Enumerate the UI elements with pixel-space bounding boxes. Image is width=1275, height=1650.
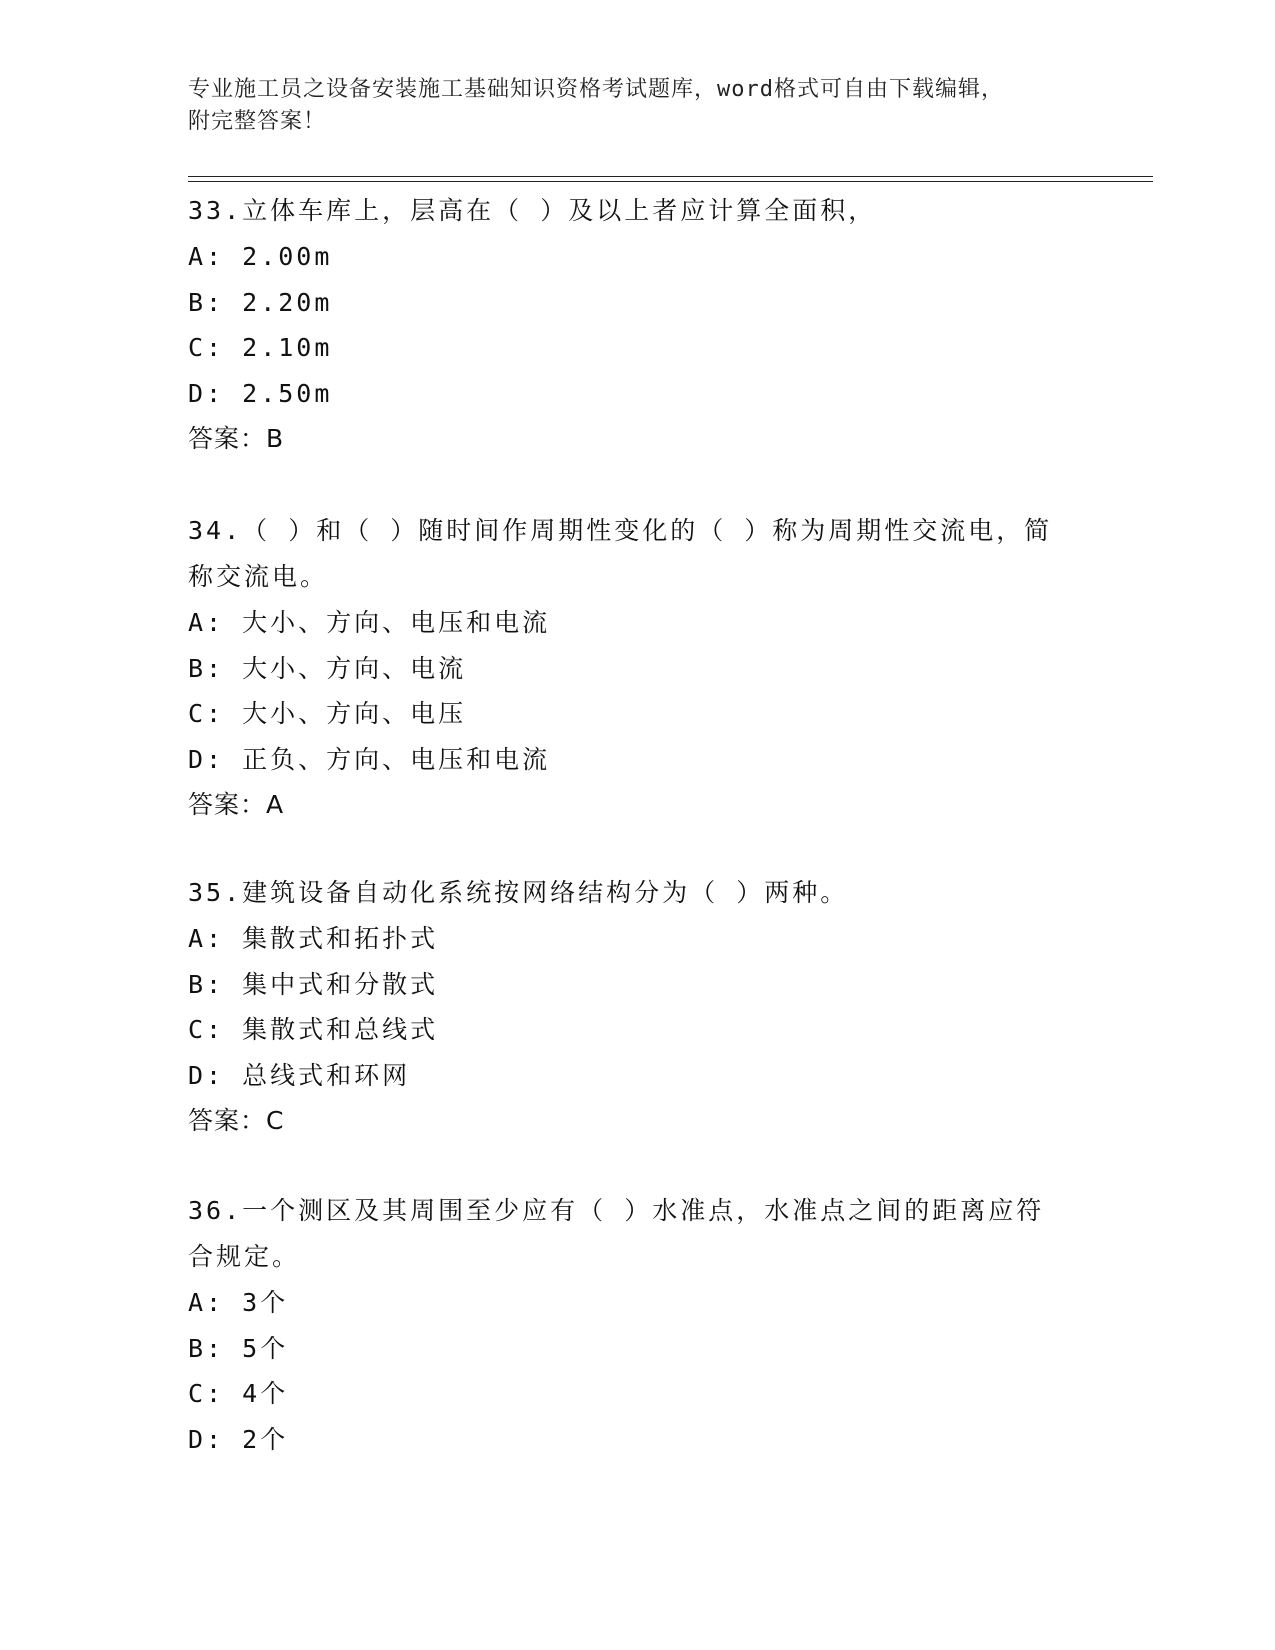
- header-divider-top: [188, 176, 1153, 177]
- header-line-2: 附完整答案！: [188, 109, 327, 134]
- question-36: [188, 1188, 1088, 1462]
- question-stem-line: 35.建筑设备自动化系统按网络结构分为（ ）两种。: [188, 878, 849, 907]
- header-line-1: 专业施工员之设备安装施工基础知识资格考试题库，word格式可自由下载编辑，: [188, 77, 1004, 102]
- option-d: D: 2.50m: [188, 378, 333, 408]
- question-stem: [188, 188, 1088, 234]
- option-b: B: 集中式和分散式: [188, 969, 439, 999]
- option-c: C: 大小、方向、电压: [188, 699, 467, 728]
- answer: 答案：B: [188, 424, 285, 453]
- option-d: D: 总线式和环网: [188, 1060, 411, 1090]
- question-stem-line: 称交流电。: [188, 562, 329, 591]
- question-stem: [188, 1188, 1088, 1280]
- option-b: B: 5个: [188, 1333, 289, 1363]
- option-c: C: 2.10m: [188, 333, 333, 362]
- question-stem-line: 合规定。: [188, 1242, 301, 1271]
- option-c: C: 集散式和总线式: [188, 1015, 439, 1044]
- question-stem: [188, 508, 1088, 600]
- option-d: D: 2个: [188, 1424, 289, 1454]
- header-divider-bottom: [188, 181, 1153, 182]
- question-35: [188, 870, 1088, 1144]
- option-a: A: 大小、方向、电压和电流: [188, 608, 551, 637]
- option-a: A: 3个: [188, 1288, 289, 1317]
- option-c: C: 4个: [188, 1379, 289, 1408]
- question-stem-line: 34.（ ）和（ ）随时间作周期性变化的（ ）称为周期性交流电，简: [188, 516, 1053, 545]
- question-34: [188, 508, 1088, 828]
- option-a: A: 2.00m: [188, 242, 333, 271]
- option-a: A: 集散式和拓扑式: [188, 924, 439, 953]
- question-stem: [188, 870, 1088, 916]
- document-header: [188, 74, 1088, 138]
- option-d: D: 正负、方向、电压和电流: [188, 744, 551, 774]
- question-stem-line: 33.立体车库上，层高在（ ）及以上者应计算全面积，: [188, 196, 877, 225]
- question-stem-line: 36.一个测区及其周围至少应有（ ）水准点，水准点之间的距离应符: [188, 1196, 1045, 1225]
- option-b: B: 大小、方向、电流: [188, 653, 467, 683]
- question-33: [188, 188, 1088, 462]
- option-b: B: 2.20m: [188, 287, 333, 317]
- answer: 答案：A: [188, 790, 285, 819]
- answer: 答案：C: [188, 1106, 285, 1135]
